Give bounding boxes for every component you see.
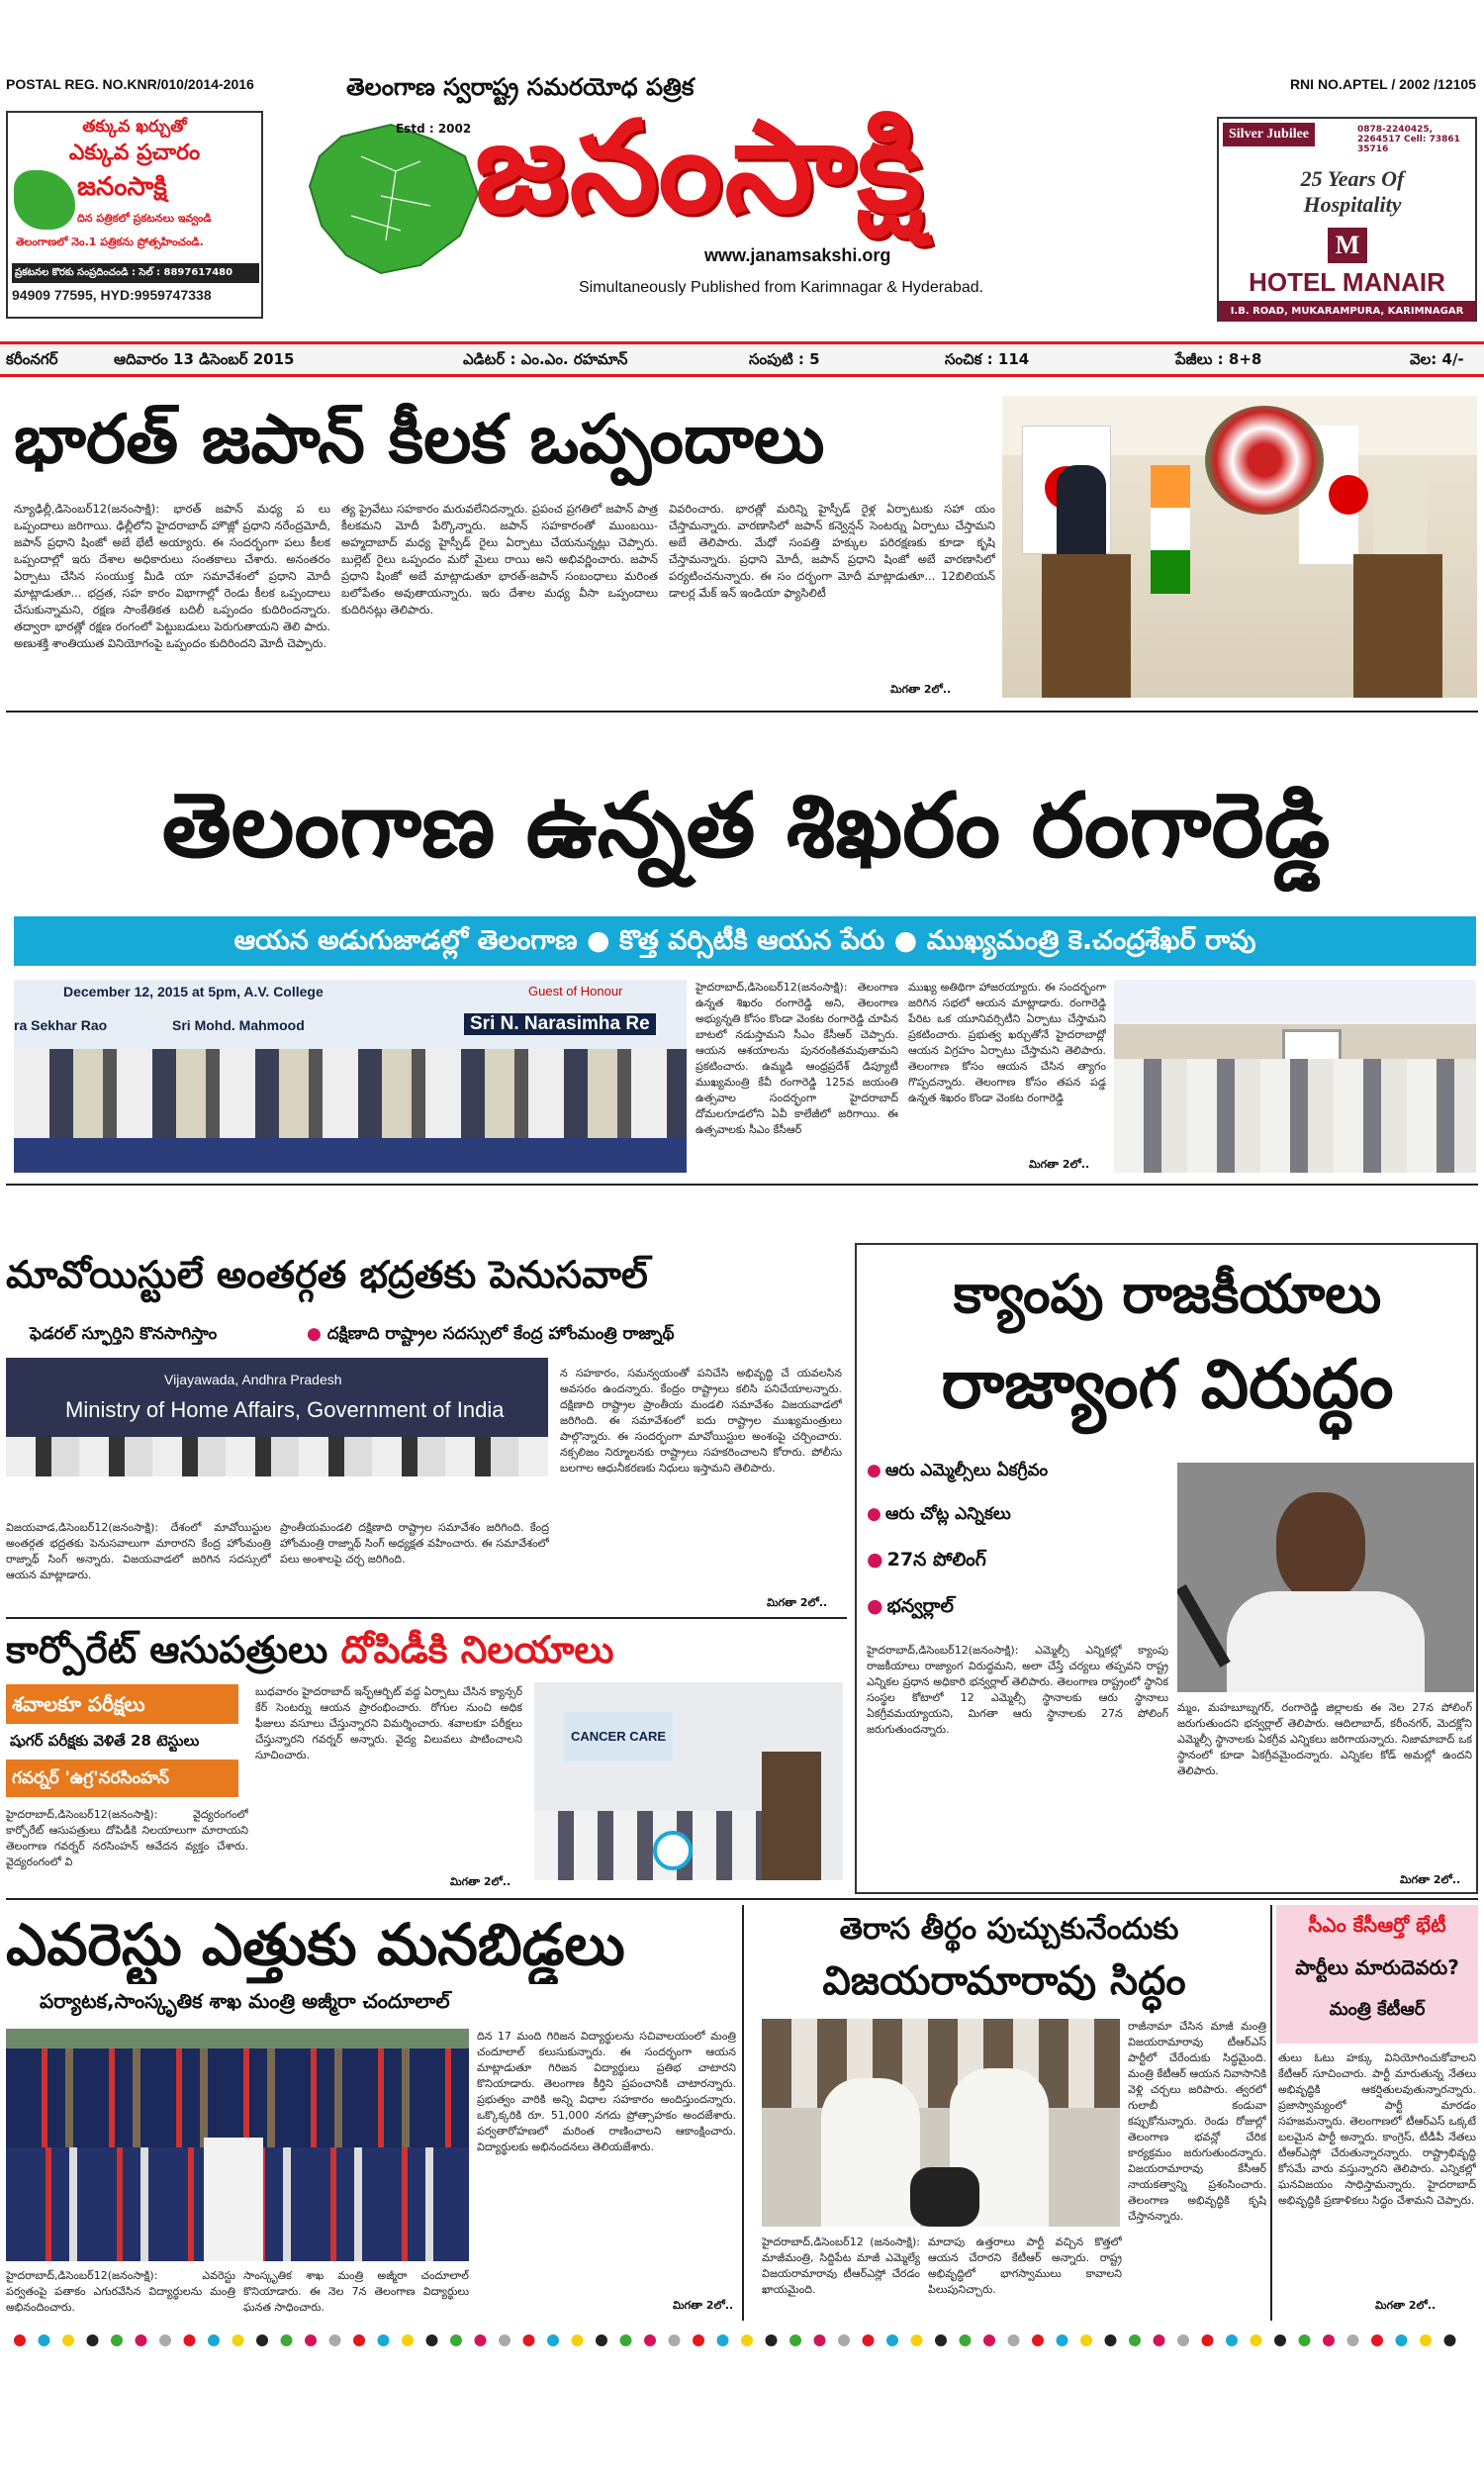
dateline-date: ఆదివారం 13 డిసెంబర్ 2015: [114, 350, 295, 368]
story4-headline: [6, 1619, 847, 1680]
registration-dot: [766, 2334, 778, 2346]
registration-dot: [669, 2334, 681, 2346]
story2-photo-right: [1114, 980, 1476, 1173]
right-ad-address: I.B. ROAD, MUKARAMPURA, KARIMNAGAR (A.P.): [1219, 301, 1475, 322]
left-ad-map: [14, 170, 75, 230]
right-ad-badge: Silver Jubilee: [1223, 123, 1315, 146]
registration-dot: [111, 2334, 123, 2346]
registration-dot: [1251, 2334, 1262, 2346]
registration-dot: [39, 2334, 50, 2346]
story6-caption-right: సాంస్కృతిక శాఖ మంత్రి అజ్మీరా చందూలాల్ కొనియాడారు. ఈ నెల 7న తెలంగాణ విద్యార్థులు ఘనత సాధించారు.: [243, 2269, 469, 2314]
registration-dot: [402, 2334, 414, 2346]
stage-text-guest: Guest of Honour: [528, 984, 623, 999]
story6-photo: [6, 2029, 469, 2261]
story8-header-box: [1276, 1905, 1478, 2044]
registration-dot: [1032, 2334, 1044, 2346]
story3-col-left1: విజయవాడ,డిసెంబర్12(జనంసాక్షి): దేశంలో మావోయిస్టుల అంతర్గత భద్రతకు పెనుసవాలుగా మారారని కేంద్ర హోంమంత్రి రాజ్నాథ్ సింగ్ అన్నారు. విజయవాడలో జరిగిన సదస్సులో ఆయన మాట్లాడారు.: [6, 1521, 271, 1581]
stage-text-name3: Sri N. Narasimha Re: [464, 1013, 656, 1035]
registration-dot: [741, 2334, 753, 2346]
rule-story1: [6, 711, 1478, 713]
registration-dot: [596, 2334, 607, 2346]
left-ad-line2: ఎక్కువ ప్రచారం: [68, 141, 201, 165]
story5-headline-a: క్యాంపు రాజకీయాలు: [953, 1263, 1382, 1325]
podium-left: [1042, 554, 1131, 698]
stage-text-date: December 12, 2015 at 5pm, A.V. College: [63, 984, 324, 999]
story5-photo: [1177, 1463, 1474, 1692]
left-ad-line1: తక్కువ ఖర్చుతో: [82, 117, 187, 137]
registration-dot: [1154, 2334, 1165, 2346]
registration-dot: [499, 2334, 510, 2346]
story4-photo: [534, 1682, 843, 1880]
story7-headline-a: తెరాస తీర్థం పుచ్చుకునేందుకు: [839, 1912, 1179, 1947]
story1-col2: త్య ప్రైవేటు సహకారం మరువలేనిదన్నారు. ప్రపంచ ప్రగతిలో జపాన్ పాత్ర కీలకమని మోదీ పేర్కొన్నారు. జపాన్ సహకారంతో ముంబయి-అహ్మదాబాద్ మధ్య హైస్పీడ్ రైలు ఏర్పాటు చేయనున్నట్లు చెప్పారు. బుల్లెట్ రైలు ఒప్పందం మరో మైలు రాయి అని అభివర్ణించారు. జపాన్ ప్రధాని షింజో అబే మాట్లాడుతూ భారత్-జపాన్ సంబంధాలు మరింత బలోపేతం అవుతాయన్నారు. ఇరు దేశాల మధ్య వీసా ఒప్పందాలు కుదిరినట్లు తెలిపారు.: [341, 502, 658, 617]
students-back-row: [6, 2048, 469, 2147]
registration-dot: [450, 2334, 462, 2346]
story3-col-right: న సహకారం, సమన్వయంతో పనిచేసి అభివృద్ధి చే యవలసిన అవసరం ఉందన్నారు. కేంద్రం రాష్ట్రాలు కలిసి పనిచేయాలన్నారు. దక్షిణాది రాష్ట్రాల ప్రాంతీయ మండలి సమావేశం విజయవాడలో జరిగింది. ఈ సమావేశంలో ఐదు రాష్ట్రాల ముఖ్యమంత్రులు పాల్గొన్నారు. ఈ సందర్భంగా మావోయిస్టుల అంశంపై చర్చించారు. నక్సలిజం నిర్మూలనకు రాష్ట్రాలు సహకరించాలని కోరారు. పోలీసు బలగాల ఆధునీకరణకు నిధులు ఇస్తామని తెలిపారు.: [560, 1367, 842, 1475]
registration-dot: [329, 2334, 341, 2346]
right-ad-box: [1217, 117, 1477, 337]
story5-col2: మ్మం, మహబూబ్నగర్, రంగారెడ్డి జిల్లాలకు ఈ నెల 27న పోలింగ్ జరుగుతుందని భన్వర్లాల్ తెలిపారు. ఆదిలాబాద్, కరీంనగర్, మెదక్లోని ఎమ్మెల్సీ స్థానాలకు ఏకగ్రీవ ఎన్నికలు జరిగాయన్నారు. నిజామాబాద్ ఒక స్థానంలో కూడా ఏకగ్రీవమైందన్నారు. ఎన్నికల కోడ్ అమల్లో ఉందని తెలిపారు.: [1177, 1701, 1472, 1777]
story6-caption-left: హైదరాబాద్,డిసెంబర్12(జనంసాక్షి): ఎవరెస్టు పర్వతంపై పతాకం ఎగురవేసిన విద్యార్థులను మంత్రి అభినందించారు.: [6, 2269, 235, 2314]
registration-dot: [256, 2334, 268, 2346]
rule-lower: [6, 1898, 1478, 1900]
registration-dot: [1202, 2334, 1214, 2346]
story3-headline: మావోయిస్టులే అంతర్గత భద్రతకు పెనుసవాల్: [6, 1253, 648, 1296]
story3-more[interactable]: మిగతా 2లో..: [767, 1596, 828, 1609]
story1-headline: భారత్ జపాన్ కీలక ఒప్పందాలు: [14, 401, 825, 479]
hotel-logo-icon: M: [1328, 228, 1367, 263]
story7-col1: రాజీనామా చేసిన మాజీ మంత్రి విజయరామారావు టీఆర్ఎస్ పార్టీలో చేరేందుకు సిద్ధమైంది. మంత్రి కేటీఆర్ ఆయన నివాసానికి వెళ్లి చర్చలు జరిపారు. త్వరలో గులాబీ కండువా కప్పుకోనున్నారు. రెండు రోజుల్లో తెలంగాణ భవన్లో చేరిక కార్యక్రమం జరుగుతుందన్నారు. విజయరామారావు కేసీఆర్ నాయకత్వాన్ని ప్రశంసించారు. తెలంగాణ అభివృద్ధికి కృషి చేస్తానన్నారు.: [1128, 2020, 1266, 2223]
registration-dot: [1299, 2334, 1311, 2346]
story4-side1: శవాలకూ పరీక్షలు: [6, 1684, 238, 1724]
story3-col-left2: ప్రాంతీయమండలి దక్షిణాది రాష్ట్రాల సమావేశం జరిగింది. కేంద్ర హోంమంత్రి రాజ్నాథ్ సింగ్ అధ్యక్షత వహించారు. ఈ సమావేశంలో పలు అంశాలపై చర్చ జరిగింది.: [280, 1521, 549, 1566]
registration-dot: [717, 2334, 729, 2346]
publication-note: Simultaneously Published from Karimnagar & Hyderabad.: [579, 279, 984, 296]
story2-col1: హైదరాబాద్,డిసెంబర్12(జనంసాక్షి): తెలంగాణ ఉన్నత శిఖరం రంగారెడ్డి అని, తెలంగాణ అభ్యున్నతి కోసం కొండా వెంకట రంగారెడ్డి చూపిన బాటలో నడుస్తామని సీఎం కేసీఆర్ చెప్పారు. ఆయన ఆశయాలను పునరంకితమవుతామని ప్రకటించారు. ఉమ్మడి ఆంధ్రప్రదేశ్ డిప్యూటీ ముఖ్యమంత్రి కేవీ రంగారెడ్డి 125వ జయంతి ఉత్సవాల సందర్భంగా హైదరాబాద్ దోమలగూడలోని ఏవీ కాలేజీలో జరిగాయి. ఈ ఉత్సవాలకు సీఎం కేసీఆర్: [696, 981, 898, 1136]
registration-dot: [1274, 2334, 1286, 2346]
seated-guests: [534, 1811, 762, 1880]
registration-dot: [572, 2334, 584, 2346]
newspaper-title: జనంసాక్షి: [475, 94, 926, 241]
story7-photo: [762, 2019, 1120, 2227]
microphone-icon: [1177, 1584, 1231, 1667]
story5-headline-b: రాజ్యాంగ విరుద్ధం: [941, 1346, 1394, 1424]
flag-india: [1151, 465, 1190, 594]
stage-table: [14, 1138, 687, 1173]
registration-dot: [935, 2334, 947, 2346]
registration-dot: [378, 2334, 390, 2346]
minister-center: [204, 2138, 263, 2261]
dateline-price: వెల: 4/-: [1410, 350, 1464, 368]
rule-v-story7: [1270, 1905, 1272, 2321]
podium-right: [1353, 554, 1442, 698]
story3-subhead1: ఫెడరల్ స్ఫూర్తిని కొనసాగిస్తాం: [30, 1324, 218, 1344]
right-ad-name: HOTEL MANAIR: [1249, 267, 1445, 297]
story6-headline: ఎవరెస్టు ఎత్తుకు మనబిడ్డలు: [6, 1911, 625, 1978]
story2-col2: ముఖ్య అతిథిగా హాజరయ్యారు. ఈ సందర్భంగా జరిగిన సభలో ఆయన మాట్లాడారు. రంగారెడ్డి పేరిట ఒక యూనివర్సిటీని ఏర్పాటు చేస్తామని ప్రకటించారు. ప్రభుత్వ ఖర్చుతోనే హైదరాబాద్లో ఆయన విగ్రహం ఏర్పాటు చేస్తామని తెలిపారు. తెలంగాణ కోసం ఆయన చేసిన త్యాగం గొప్పదన్నారు. తెలంగాణ కోసం తపన పడ్డ ఉన్నత శిఖరం కొండా వెంకట రంగారెడ్డి: [908, 981, 1106, 1104]
leader-left: [821, 2078, 920, 2227]
registration-dot: [208, 2334, 220, 2346]
dateline-pages: పేజీలు : 8+8: [1175, 350, 1262, 368]
story8-head1: సీఎం కేసీఆర్తో భేటీ: [1308, 1913, 1446, 1937]
stage-text-name2: Sri Mohd. Mahmood: [172, 1017, 305, 1033]
story5-bullet-1: ● ఆరు ఎమ్మెల్సీలు ఏకగ్రీవం: [867, 1461, 1049, 1480]
story2-headline: తెలంగాణ ఉన్నత శిఖరం రంగారెడ్డి: [161, 774, 1331, 878]
registration-dot: [1105, 2334, 1117, 2346]
telangana-map-logo: [302, 117, 485, 280]
left-ad-box: [6, 111, 263, 319]
left-ad-line4: తెలంగాణలో నెం.1 పత్రికను ప్రోత్సహించండి.: [16, 236, 204, 248]
registration-dot: [644, 2334, 656, 2346]
registration-dot: [1347, 2334, 1359, 2346]
story1-col1: న్యూఢిల్లీ,డిసెంబర్12(జనంసాక్షి): భారత్ జపాన్ మధ్య ప లు ఒప్పందాలు జరిగాయి. ఢిల్లీలోని హైదరాబాద్ హౌజ్లో ప్రధాని నరేంద్రమోదీ, జపాన్ ప్రధాని షింజో అబే భేటీ అయ్యారు. ఈ సందర్భంగా పలు కీలక ఒప్పందాల్లో ఇరు దేశాల అధికారులు సంతకాలు చేశారు. అనంతరం ఏర్పాటు చేసిన సంయుక్త మీడి యా సమావేశంలో ప్రధాని మోదీ మాట్లాడుతూ... భద్రత, సహ కారం విభాగాల్లో రెండు కీలక ఒప్పందాలు చేసుకున్నామని, రక్షణ సాంకేతికత బదిలీ ఒప్పందం కుదిరిందన్నారు. తద్వారా భారత్లో రక్షణ రంగంలో పెట్టుబడులు పెరుగుతాయని తెలి పారు. అణుశక్తి శాంతియుత వినియోగంపై ఒప్పందం కుదిరిందని మోదీ చెప్పారు.: [14, 502, 330, 650]
registration-dot: [87, 2334, 99, 2346]
registration-dot: [1057, 2334, 1068, 2346]
story2-more[interactable]: మిగతా 2లో..: [1029, 1158, 1090, 1171]
story7-caption: హైదరాబాద్,డిసెంబర్12 (జనంసాక్షి): మాజీమంత్రి, సిద్దిపేట మాజీ ఎమ్మెల్యే విజయరామారావు టీఆర్ఎస్లో చేరడం ఖాయమైంది.: [762, 2236, 920, 2296]
registration-dot: [281, 2334, 293, 2346]
story5-col1: హైదరాబాద్,డిసెంబర్12(జనంసాక్షి): ఎమ్మెల్సీ ఎన్నికల్లో క్యాంపు రాజకీయాలు రాజ్యాంగ విరుద్ధమని, అలా చేస్తే చర్యలు తప్పవని రాష్ట్ర ఎన్నికల ప్రధాన అధికారి భన్వర్లాల్ తెలిపారు. తెలంగాణ రాష్ట్రంలో స్థానిక సంస్థల కోటాలో 12 ఎమ్మెల్సీ స్థానాలకు ఆరు స్థానాలు ఏకగ్రీవమయ్యాయని, మిగతా ఆరు స్థానాలకు 27న పోలింగ్ జరుగుతుందన్నారు.: [867, 1644, 1168, 1736]
story1-more[interactable]: మిగతా 2లో..: [890, 683, 952, 696]
registration-dot: [232, 2334, 244, 2346]
registration-dot: [1371, 2334, 1383, 2346]
story5-bullet-4: ● భన్వర్లాల్: [867, 1595, 954, 1617]
registration-dot: [1323, 2334, 1335, 2346]
registration-dot: [863, 2334, 875, 2346]
registration-dot: [1226, 2334, 1238, 2346]
registration-dot: [159, 2334, 171, 2346]
story5-more[interactable]: మిగతా 2లో..: [1400, 1873, 1461, 1886]
stage-text-name1: ra Sekhar Rao: [14, 1017, 108, 1033]
right-ad-years: 25 Years Of Hospitality: [1300, 166, 1405, 217]
postal-reg: POSTAL REG. NO.KNR/010/2014-2016: [6, 76, 254, 92]
registration-dot: [523, 2334, 535, 2346]
story4-headline-a: కార్పోరేట్ ఆసుపత్రులు: [6, 1628, 328, 1671]
registration-dot: [693, 2334, 704, 2346]
registration-dot: [1080, 2334, 1092, 2346]
rule-v-story6: [742, 1905, 744, 2321]
website: www.janamsakshi.org: [704, 245, 891, 265]
registration-dot: [814, 2334, 826, 2346]
dateline-volume: సంపుటి : 5: [749, 350, 820, 368]
rni-number: RNI NO.APTEL / 2002 /12105: [1289, 76, 1476, 92]
story7-headline-b: విజయరామారావు సిద్ధం: [822, 1958, 1186, 2004]
story8-col: తులు ఓటు హక్కు వినియోగించుకోవాలని కేటీఆర్ సూచించారు. పార్టీ మారుతున్న నేతలు అభివృద్ధికి ఆకర్షితులవుతున్నారన్నారు. ప్రజాస్వామ్యంలో పార్టీ మారడం సహజమన్నారు. తెలంగాణలో టీఆర్ఎస్ ఒక్కటే బలమైన పార్టీ అన్నారు. కాంగ్రెస్, టీడీపీ నేతలు టీఆర్ఎస్లో చేరుతున్నారన్నారు. రాష్ట్రాభివృద్ధి కోసమే వారు వస్తున్నారని తెలిపారు. ఎన్నికల్లో ఘనవిజయం సాధిస్తామన్నారు. హైదరాబాద్ అభివృద్ధికి ప్రణాళికలు సిద్ధం చేశామని చెప్పారు.: [1278, 2051, 1476, 2207]
story3-subhead2: ● దక్షిణాది రాష్ట్రాల సదస్సులో కేంద్ర హోంమంత్రి రాజ్నాథ్: [307, 1324, 675, 1344]
story4-headline-b: దోపిడీకి నిలయాలు: [340, 1628, 614, 1671]
registration-dot: [14, 2334, 26, 2346]
story5-bullet-2: ● ఆరు చోట్ల ఎన్నికలు: [867, 1504, 1011, 1524]
estd-label: Estd : 2002: [396, 122, 472, 136]
story2-photo-left: [14, 980, 687, 1173]
story1-photo: [1002, 396, 1477, 698]
registration-dot: [789, 2334, 801, 2346]
logo-circle: [653, 1831, 693, 1870]
registration-dot: [475, 2334, 487, 2346]
tagline: తెలంగాణ స్వరాష్ట్ర సమరయోధ పత్రిక: [346, 73, 695, 101]
dateline-editor: ఎడిటర్ : ఎం.ఎం. రహమాన్: [463, 350, 628, 368]
mic-cluster-icon: [910, 2167, 979, 2227]
story5-bullet-3: ● 27న పోలింగ్: [867, 1549, 986, 1570]
dateline-bar: [0, 341, 1484, 377]
registration-dot: [353, 2334, 365, 2346]
registration-dot: [305, 2334, 317, 2346]
registration-dot: [960, 2334, 972, 2346]
registration-dot: [620, 2334, 632, 2346]
registration-dot: [983, 2334, 995, 2346]
registration-dot: [426, 2334, 438, 2346]
story8-head2: పార్టీలు మారుదెవరు?: [1295, 1955, 1459, 1979]
banner-ministry: Ministry of Home Affairs, Government of India: [65, 1397, 505, 1422]
speaker-head: [1276, 1492, 1365, 1601]
registration-dot: [838, 2334, 850, 2346]
dais-table: [6, 1476, 548, 1516]
left-ad-contact2: 94909 77595, HYD:9959747338: [12, 287, 212, 303]
registration-dot: [1396, 2334, 1408, 2346]
story6-col: దిన 17 మంది గిరిజన విద్యార్థులను సచివాలయంలో మంత్రి చందూలాల్ కలుసుకున్నారు. ఈ సందర్భంగా ఆయన మాట్లాడుతూ గిరిజన విద్యార్థులు ప్రతిభ చాటారని కొనియాడారు. తెలంగాణ కీర్తిని ప్రపంచానికి చాటారన్నారు. ప్రభుత్వం వారికి అన్ని విధాల సహకారం అందిస్తుందన్నారు. ఒక్కొక్కరికి రూ. 51,000 నగదు ప్రోత్సాహకం అందజేశారు. పర్వతారోహణలో మరింత రాణించాలని ఆకాంక్షించారు. విద్యార్థులకు అభినందనలు తెలియజేశారు.: [477, 2030, 736, 2153]
story4-more[interactable]: మిగతా 2లో..: [450, 1875, 511, 1888]
story6-more[interactable]: మిగతా 2లో..: [673, 2299, 734, 2312]
podium: [762, 1752, 821, 1880]
story2-banner: ఆయన అడుగుజాడల్లో తెలంగాణ ● కొత్త వర్సిటీకి ఆయన పేరు ● ముఖ్యమంత్రి కె.చంద్రశేఖర్ రావు: [14, 916, 1476, 966]
left-ad-brand: జనంసాక్షి: [77, 172, 167, 202]
registration-dot: [1420, 2334, 1432, 2346]
registration-dot: [136, 2334, 147, 2346]
dateline-place: కరీంనగర్: [6, 350, 58, 368]
banner-city: Vijayawada, Andhra Pradesh: [164, 1372, 342, 1387]
registration-marks: [0, 2331, 1484, 2350]
registration-dot: [1177, 2334, 1189, 2346]
left-ad-line3: దిన పత్రికలో ప్రకటనలు ఇవ్వండి: [77, 212, 212, 225]
speaker-body: [1227, 1591, 1425, 1692]
flowers: [1205, 406, 1324, 515]
registration-dot: [1129, 2334, 1141, 2346]
photo-people: [1114, 1059, 1476, 1173]
rule-story2: [6, 1184, 1478, 1186]
story4-col2: బుధవారం హైదరాబాద్ ఇన్ఫ్ఆర్బిట్ వద్ద ఏర్పాటు చేసిన క్యాన్సర్ కేర్ సెంటర్ను ఆయన ప్రారంభించారు. రోగుల నుంచి అధిక ఫీజులు వసూలు చేస్తున్నారని విమర్శించారు. శవాలకూ పరీక్షలు చేస్తున్నారని గవర్నర్ అన్నారు. వైద్య విలువలు పాటించాలని సూచించారు.: [255, 1685, 522, 1761]
story8-head3: మంత్రి కేటీఆర్: [1329, 1999, 1426, 2020]
registration-dot: [886, 2334, 898, 2346]
story4-side2: షుగర్ పరీక్షకు వెళితే 28 టెస్టులు: [10, 1732, 200, 1750]
right-ad-phone: 0878-2240425, 2264517 Cell: 73861 35716: [1357, 125, 1460, 154]
story4-side3: గవర్నర్ 'ఉగ్ర'నరసింహన్: [6, 1760, 238, 1797]
left-ad-contact1: ప్రకటనల కొరకు సంప్రదించండి : సెల్ : 8897617480: [12, 263, 259, 283]
dateline-issue: సంచిక : 114: [945, 350, 1030, 368]
cancer-care-banner: CANCER CARE: [564, 1712, 673, 1761]
registration-dot: [911, 2334, 923, 2346]
registration-dot: [1008, 2334, 1020, 2346]
crowd: [762, 2019, 1120, 2108]
story3-subhead2-text: దక్షిణాది రాష్ట్రాల సదస్సులో కేంద్ర హోంమంత్రి రాజ్నాథ్: [326, 1324, 675, 1344]
registration-dot: [1444, 2334, 1456, 2346]
story3-photo: [6, 1358, 548, 1516]
story8-more[interactable]: మిగతా 2లో..: [1375, 2299, 1437, 2312]
registration-dot: [184, 2334, 196, 2346]
story7-col2: మాదాపు ఉత్తరాలు పార్టీ వచ్చిన కొత్తలో ఆయన చేరారని కేటీఆర్ అన్నారు. రాష్ట్ర అభివృద్ధిలో భాగస్వాములు కావాలని పిలుపునిచ్చారు.: [928, 2236, 1122, 2296]
story4-col1: హైదరాబాద్,డిసెంబర్12(జనంసాక్షి): వైద్యరంగంలో కార్పోరేట్ ఆసుపత్రులు దోపిడీకి నిలయాలుగా మారాయని తెలంగాణ గవర్నర్ నరసింహన్ ఆవేదన వ్యక్తం చేశారు. వైద్యరంగంలో వి: [6, 1808, 248, 1868]
story1-col3: వివరించారు. భారత్లో మరిన్ని హైస్పీడ్ రైళ్ల ఏర్పాటుకు సహా యం చేస్తామన్నారు. వారణాసిలో జపాన్ కన్వెన్షన్ సెంటర్ను ఏర్పాటు చేస్తామని అబే తెలిపారు. మేధో సంపత్తి హక్కుల పరిరక్షణకు కూడా కృషి చేస్తామన్నారు. ప్రధాని మోదీ, జపాన్ ప్రధాని షింజో అబే వారణాసిలో పర్యటించనున్నారు. ఈ సం దర్భంగా మోదీ మాట్లాడుతూ... 12బిలియన్ డాలర్ల మేక్ ఇన్ ఇండియా ఫ్యాసిలిటీ: [669, 502, 995, 600]
story6-subhead: పర్యాటక,సాంస్కృతిక శాఖ మంత్రి అజ్మీరా చందూలాల్: [40, 1989, 450, 2013]
registration-dot: [62, 2334, 74, 2346]
registration-dot: [547, 2334, 559, 2346]
registration-strip: [0, 2331, 1484, 2350]
